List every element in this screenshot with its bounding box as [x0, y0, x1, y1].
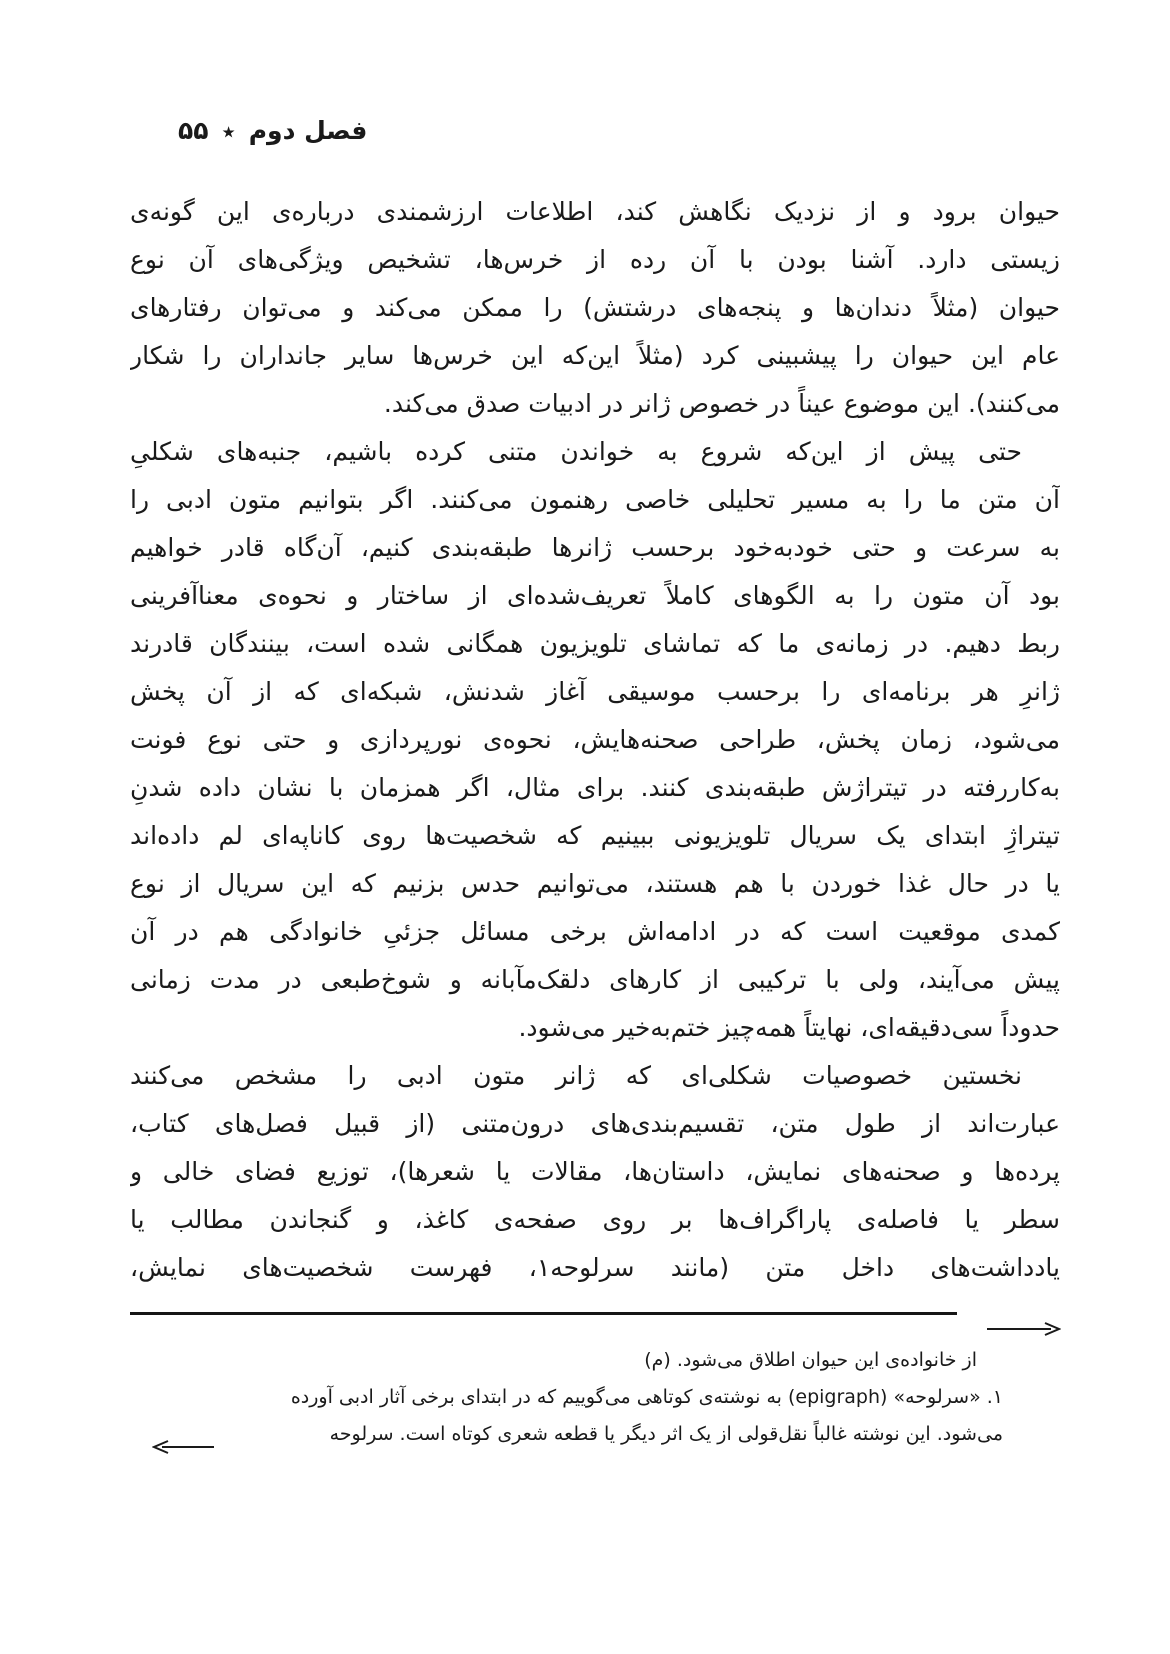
body-text-line: آن متن ما را به مسیر تحلیلی خاصی رهنمون می‌کنند. اگر بتوانیم متون ادبی را	[130, 485, 1060, 514]
body-text-line: عام این حیوان را پیشبینی کرد (مثلاً این‌که این خرس‌ها سایر جانداران را شکار	[130, 341, 1060, 370]
body-text-line: حدوداً سی‌دقیقه‌ای، نهایتاً همه‌چیز ختم‌به‌خیر می‌شود.	[518, 1013, 1060, 1042]
footnote-separator	[130, 1312, 957, 1315]
body-text-line: بود آن متون را به الگوهای کاملاً تعریف‌شده‌ای از ساختار و نحوه‌ی معناآفرینی	[130, 581, 1060, 610]
body-text-line: یادداشت‌های داخل متن (مانند سرلوحه۱، فهرست شخصیت‌های نمایش،	[130, 1253, 1060, 1282]
body-text-line: ژانرِ هر برنامه‌ای را برحسب موسیقی آغاز شدنش، شبکه‌ای که از آن پخش	[130, 677, 1060, 706]
body-text-line: پرده‌ها و صحنه‌های نمایش، داستان‌ها، مقالات یا شعرها)، توزیع فضای خالی و	[130, 1157, 1060, 1186]
chapter-title: فصل دوم	[248, 116, 368, 145]
body-text-line: یا در حال غذا خوردن با هم هستند، می‌توانیم حدس بزنیم که این سریال از نوع	[130, 869, 1060, 898]
body-text-line: کمدی موقعیت است که در ادامه‌اش برخی مسائل جزئیِ خانوادگی هم در آن	[130, 917, 1060, 946]
body-text-line: سطر یا فاصله‌ی پاراگراف‌ها بر روی صفحه‌ی کاغذ، و گنجاندن مطالب یا	[130, 1205, 1060, 1234]
arrow-right-icon	[985, 1320, 1061, 1338]
body-text-line: ربط دهیم. در زمانه‌ی ما که تماشای تلویزیون همگانی شده است، بینندگان قادرند	[130, 629, 1060, 658]
body-text-line: پیش می‌آیند، ولی با ترکیبی از کارهای دلقک‌مآبانه و شوخ‌طبعی در مدت زمانی	[130, 965, 1060, 994]
page-number: ۵۵	[178, 116, 209, 145]
body-text-line: حتی پیش از این‌که شروع به خواندن متنی کرده باشیم، جنبه‌های شکلیِ	[130, 437, 1022, 466]
footnotes	[143, 1342, 1003, 1453]
body-text-line: زیستی دارد. آشنا بودن با آن رده از خرس‌ها، تشخیص ویژگی‌های آن نوع	[130, 245, 1060, 274]
body-text-line: نخستین خصوصیات شکلی‌ای که ژانر متون ادبی را مشخص می‌کنند	[130, 1061, 1022, 1090]
footnote-line: از خانواده‌ی این حیوان اطلاق می‌شود. (م)	[644, 1349, 977, 1371]
body-text-line: به‌کاررفته در تیتراژش طبقه‌بندی کنند. برای مثال، اگر همزمان با نشان داده شدنِ	[130, 773, 1060, 802]
footnote-line: می‌شود. این نوشته غالباً نقل‌قولی از یک اثر دیگر یا قطعه شعری کوتاه است. سرلوحه	[329, 1423, 1003, 1445]
arrow-left-icon	[152, 1438, 216, 1456]
running-header	[178, 116, 367, 146]
header-star-icon: ٭	[221, 117, 236, 147]
body-text-line: حیوان برود و از نزدیک نگاهش کند، اطلاعات ارزشمندی درباره‌ی این گونه‌ی	[130, 197, 1060, 226]
body-text-line: عبارت‌اند از طول متن، تقسیم‌بندی‌های درون‌متنی (از قبیل فصل‌های کتاب،	[130, 1109, 1060, 1138]
body-text-line: می‌شود، زمان پخش، طراحی صحنه‌هایش، نحوه‌ی نورپردازی و حتی نوع فونت	[130, 725, 1060, 754]
body-text	[130, 188, 1060, 1292]
footnote-line: ۱. «سرلوحه» (epigraph) به نوشته‌ی کوتاهی می‌گوییم که در ابتدای برخی آثار ادبی آورده	[290, 1386, 1003, 1408]
body-text-line: به سرعت و حتی خودبه‌خود برحسب ژانرها طبقه‌بندی کنیم، آن‌گاه قادر خواهیم	[130, 533, 1060, 562]
body-text-line: حیوان (مثلاً دندان‌ها و پنجه‌های درشتش) را ممکن می‌کند و می‌توان رفتارهای	[130, 293, 1060, 322]
body-text-line: تیتراژِ ابتدای یک سریال تلویزیونی ببینیم که شخصیت‌ها روی کاناپه‌ای لم داده‌اند	[130, 821, 1060, 850]
body-text-line: می‌کنند). این موضوع عیناً در خصوص ژانر در ادبیات صدق می‌کند.	[383, 389, 1060, 418]
